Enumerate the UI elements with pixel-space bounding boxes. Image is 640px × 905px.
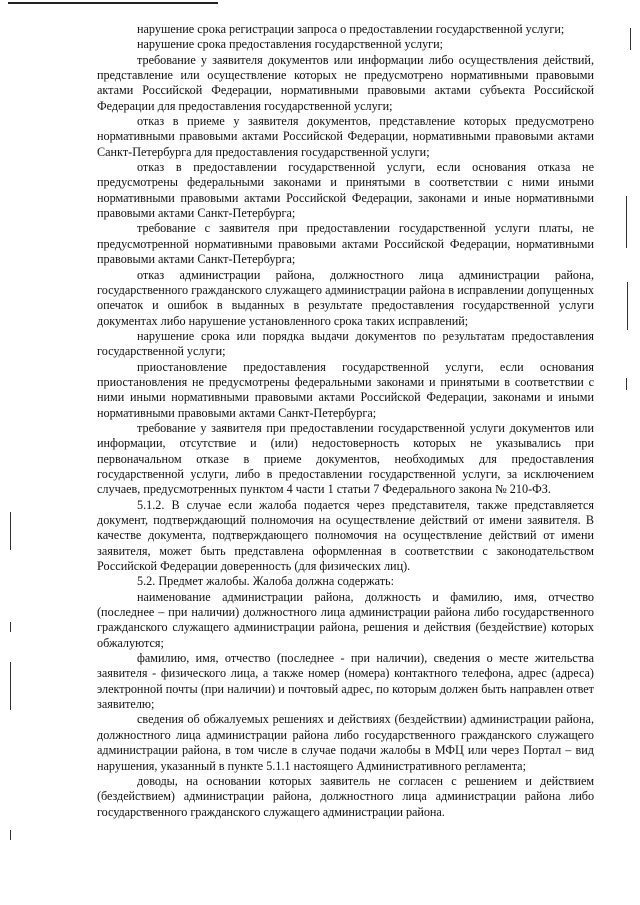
paragraph: наименование администрации района, должность и фамилию, имя, отчество (последнее – при наличии) должностного лица администрации района либо государственного гражданского служащего администрации района, решения и действия (бездействие) которых обжалуются; — [97, 589, 594, 650]
paragraph: фамилию, имя, отчество (последнее - при наличии), сведения о месте жительства заявителя - физического лица, а также номер (номера) контактного телефона, адрес (адреса) электронной почты (при наличии) и почтовый адрес, по которым должен быть направлен ответ заявителю; — [97, 651, 594, 712]
paragraph: сведения об обжалуемых решениях и действиях (бездействии) администрации района, должностного лица администрации района либо государственного гражданского служащего администрации района, в том числе в случае подачи жалобы в МФЦ или через Портал – вид нарушения, указанный в пункте 5.1.1 настоящего Административного регламента; — [97, 712, 594, 773]
paragraph: приостановление предоставления государственной услуги, если основания приостановления не предусмотрены федеральными законами и принятыми в соответствии с ними иными нормативными правовыми актами Российской Федерации, законами и иными нормативными правовыми актами Санкт-Петербурга; — [97, 359, 594, 420]
scan-margin-mark — [10, 662, 11, 710]
paragraph: нарушение срока регистрации запроса о предоставлении государственной услуги; — [137, 22, 565, 36]
scan-margin-mark — [10, 512, 11, 550]
paragraph: доводы, на основании которых заявитель не согласен с решением и действием (бездействием) администрации района, должностного лица администрации района либо государственного гражданского служащего администрации района. — [97, 773, 594, 819]
scan-margin-mark — [627, 282, 628, 330]
scan-margin-mark — [10, 622, 11, 632]
paragraph: нарушение срока или порядка выдачи документов по результатам предоставления государственной услуги; — [97, 328, 594, 359]
paragraph: требование у заявителя при предоставлении государственной услуги документов или информации, отсутствие и (или) недостоверность которых не указывались при первоначальном отказе в приеме документов, необходимых для предоставления государственной услуги, либо в предоставлении государственной услуги, за исключением случаев, предусмотренных пунктом 4 части 1 статьи 7 Федерального закона № 210-ФЗ. — [97, 420, 594, 497]
scan-margin-mark — [630, 28, 631, 50]
paragraph: отказ в приеме у заявителя документов, представление которых предусмотрено нормативными правовыми актами Российской Федерации, нормативными правовыми актами Санкт-Петербурга для предоставления государственной услуги; — [97, 114, 594, 159]
paragraph: требование у заявителя документов или информации либо осуществления действий, представление или осуществление которых не предусмотрено нормативными правовыми актами Российской Федерации, нормативными правовыми актами субъекта Российской Федерации для предоставления государственной услуги; — [97, 52, 594, 113]
paragraph: требование с заявителя при предоставлении государственной услуги платы, не предусмотренной нормативными правовыми актами Российской Федерации, нормативными правовыми актами Санкт-Петербурга; — [97, 221, 594, 267]
section-5-1-2: 5.1.2. В случае если жалоба подается через представителя, также представляется документ, подтверждающий полномочия на осуществление действий от имени заявителя. В качестве документа, подтверждающего полномочия на осуществление действий от имени заявителя, может быть представлена оформленная в соответствии с законодательством Российской Федерации доверенность (для физических лиц). — [97, 497, 594, 574]
scan-margin-mark — [626, 196, 627, 248]
scan-margin-mark — [626, 378, 627, 390]
paragraph: отказ в предоставлении государственной услуги, если основания отказа не предусмотрены федеральными законами и принятыми в соответствии с ними иными нормативными правовыми актами Российской Федерации, законами и иные нормативными правовыми актами Санкт-Петербурга; — [97, 160, 594, 221]
paragraph: отказ администрации района, должностного лица администрации района, государственного гражданского служащего администрации района в исправлении допущенных опечаток и ошибок в выданных в результате предоставления государственной услуги документах либо нарушение установленного срока таких исправлений; — [97, 267, 594, 328]
document-body — [97, 22, 594, 820]
scan-margin-mark — [10, 830, 11, 840]
section-5-2-heading: 5.2. Предмет жалобы. Жалоба должна содержать: — [137, 574, 394, 589]
scan-edge-line — [8, 2, 218, 4]
paragraph: нарушение срока предоставления государственной услуги; — [137, 37, 444, 52]
